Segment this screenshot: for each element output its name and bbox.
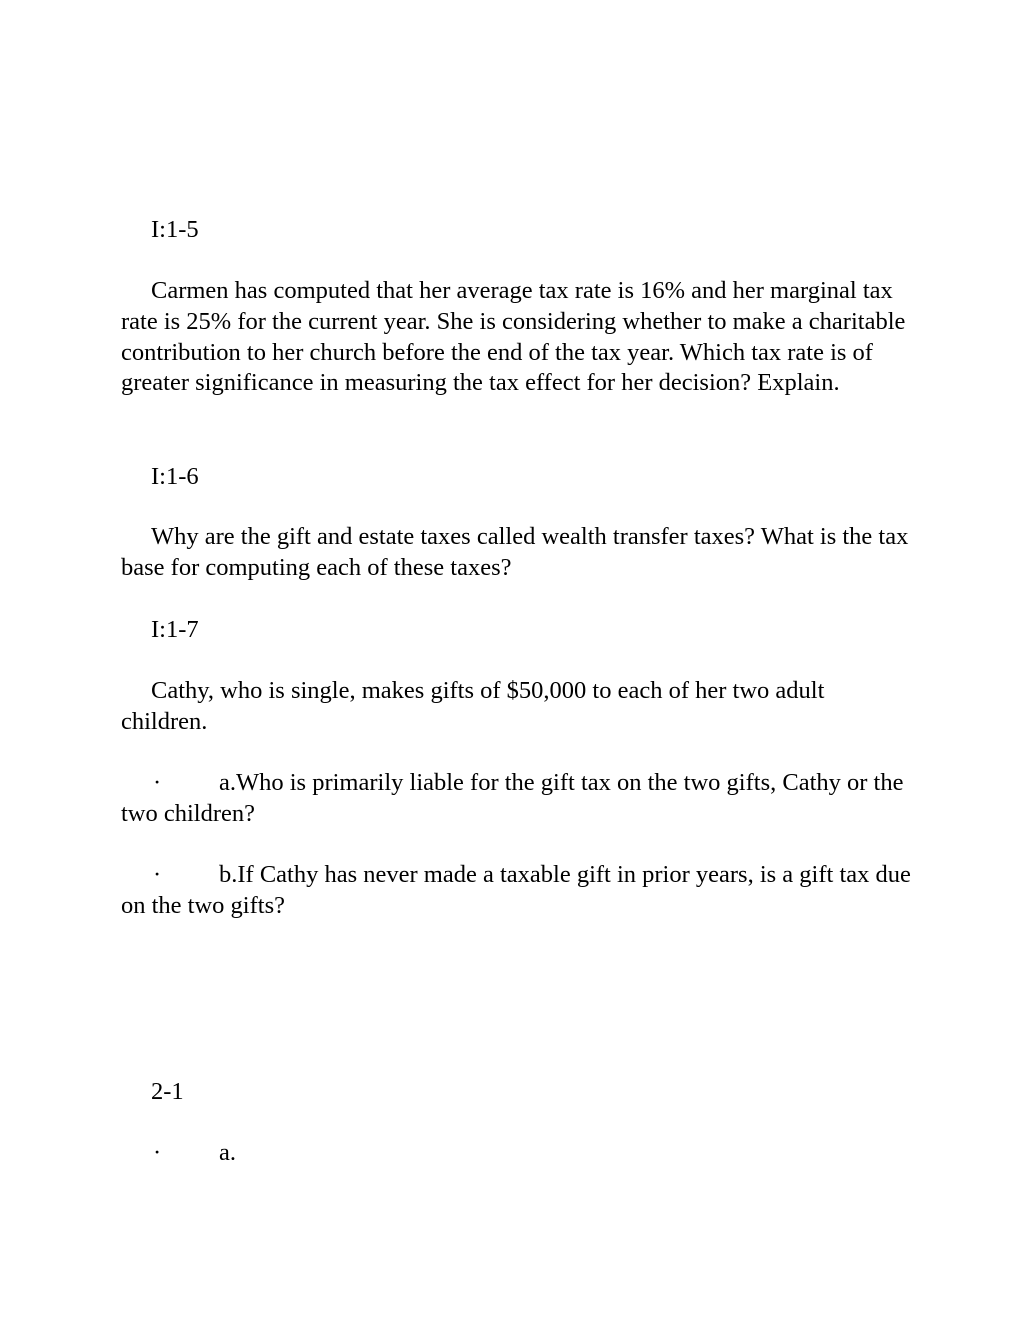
bullet-marker: · <box>153 861 162 888</box>
list-item <box>121 860 911 922</box>
list-item <box>121 1138 911 1169</box>
list-item-text: b.If Cathy has never made a taxable gift in prior years, is a gift tax due on the two gifts? <box>121 861 911 919</box>
bullet-marker: · <box>153 1139 162 1166</box>
list-item <box>121 768 911 830</box>
bullet-marker: · <box>153 769 162 796</box>
section-heading: 2-1 <box>151 1078 184 1105</box>
section-heading: I:1-5 <box>151 216 199 243</box>
section-heading: I:1-7 <box>151 616 199 643</box>
section-heading: I:1-6 <box>151 463 199 490</box>
list-item-text: a.Who is primarily liable for the gift tax on the two gifts, Cathy or the two children? <box>121 769 904 827</box>
question-paragraph: Carmen has computed that her average tax rate is 16% and her marginal tax rate is 25% for the current year. She is considering whether to make a charitable contribution to her church before the end of the tax year. Which tax rate is of greater significance in measuring the tax effect for her decision? Explain. <box>121 277 906 397</box>
question-paragraph: Why are the gift and estate taxes called wealth transfer taxes? What is the tax base for computing each of these taxes? <box>121 523 909 581</box>
list-item-text: a. <box>219 1139 236 1166</box>
question-paragraph: Cathy, who is single, makes gifts of $50,000 to each of her two adult children. <box>121 677 825 735</box>
